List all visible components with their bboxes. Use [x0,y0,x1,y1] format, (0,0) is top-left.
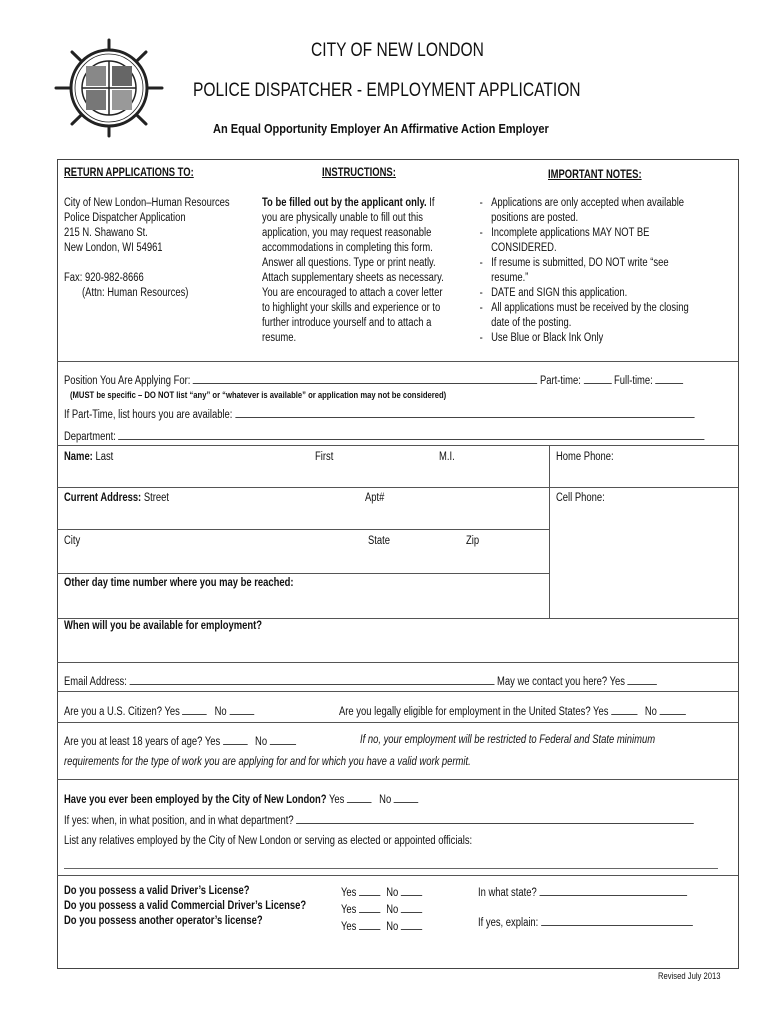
divider [57,445,738,446]
return-heading: RETURN APPLICATIONS TO: [64,167,194,179]
hours-row: If Part-Time, list hours you are available: [64,406,694,423]
divider [549,445,550,619]
full-time-input[interactable] [655,372,683,384]
email-row: Email Address: May we contact you here? Yes [64,673,657,690]
license-explain-input[interactable] [541,914,693,926]
license-state-row: In what state? [478,884,687,901]
hours-input[interactable] [235,406,694,418]
subtitle: An Equal Opportunity Employer An Affirmative Action Employer [213,121,549,136]
part-time-input[interactable] [583,372,611,384]
if-yes-input[interactable] [296,812,694,824]
fax-number: Fax: 920-982-8666 [64,272,144,284]
license-explain-row: If yes, explain: [478,914,693,931]
instructions-text: To be filled out by the applicant only. If you are physically unable to fill out this application, you may request reasonable accommodations in completing this form. Answer all questions. Type or print neatly. Attach supplementary sheets as necessary. You are encouraged to attach a cover letter to highlight your skills and experience or to further introduce yourself and to attach a resume. [262,197,444,344]
page-title: POLICE DISPATCHER - EMPLOYMENT APPLICATION [193,80,581,101]
position-note: (MUST be specific – DO NOT list “any” or “whatever is available” or application may not be considered) [70,390,447,400]
state-label: State [368,535,391,547]
citizen-no-input[interactable] [229,703,254,715]
note-item: - DATE and SIGN this application. [478,286,689,301]
other-license-yes-input[interactable] [359,918,380,930]
apt-label: Apt# [365,492,385,504]
license-state-input[interactable] [539,884,687,896]
department-row: Department: [64,428,705,445]
age-note-2: requirements for the type of work you are applying for and for which you have a valid work permit. [64,756,471,768]
citizen-row: Are you a U.S. Citizen? Yes No [64,703,254,720]
home-phone-label: Home Phone: [556,451,614,463]
address-label: Current Address: Street [64,492,169,504]
position-row: Position You Are Applying For: Part-time: Full-time: [64,372,683,389]
age-note-1: If no, your employment will be restricted to Federal and State minimum [360,734,656,746]
contact-yes-input[interactable] [628,673,658,685]
license-no-input[interactable] [401,884,422,896]
divider [57,722,738,723]
zip-label: Zip [466,535,480,547]
license-questions: Do you possess a valid Driver’s License? Do you possess a valid Commercial Driver’s License? Do you possess another operator’s license? [64,885,307,927]
if-yes-row: If yes: when, in what position, and in what department? [64,812,694,829]
instructions-heading: INSTRUCTIONS: [322,167,396,179]
relatives-input[interactable] [64,868,718,869]
city-seal-icon [44,38,174,138]
divider [57,529,549,530]
license-answers: Yes No Yes No Yes No [341,884,422,935]
first-name-label: First [315,451,334,463]
revision-date: Revised July 2013 [658,971,721,981]
note-item: - Use Blue or Black Ink Only [478,331,689,346]
divider [57,691,738,692]
department-input[interactable] [119,428,705,440]
cell-phone-label: Cell Phone: [556,492,605,504]
notes-heading: IMPORTANT NOTES: [548,169,642,181]
divider [57,573,549,574]
divider [57,662,738,663]
divider [57,875,738,876]
note-item: - All applications must be received by the closing date of the posting. [478,301,689,331]
city-label: City [64,535,81,547]
citizen-yes-input[interactable] [182,703,207,715]
city-name: CITY OF NEW LONDON [311,40,484,61]
legal-no-input[interactable] [660,703,686,715]
note-item: - Applications are only accepted when available positions are posted. [478,196,689,226]
availability-label: When will you be available for employment? [64,620,263,632]
divider [57,361,738,362]
other-number-label: Other day time number where you may be reached: [64,577,294,589]
legal-yes-input[interactable] [611,703,637,715]
age-row: Are you at least 18 years of age? Yes No [64,733,296,750]
age-no-input[interactable] [270,733,296,745]
cdl-yes-input[interactable] [359,901,380,913]
email-input[interactable] [130,673,495,685]
name-label: Name: Last [64,451,114,463]
mi-label: M.I. [439,451,455,463]
cdl-no-input[interactable] [401,901,422,913]
other-license-no-input[interactable] [401,918,422,930]
employed-row: Have you ever been employed by the City of New London? Yes No [64,791,418,808]
age-yes-input[interactable] [223,733,248,745]
return-address: City of New London–Human Resources Police Dispatcher Application 215 N. Shawano St. New London, WI 54961 Fax: 920-982-8666 (Attn: Human Resources) [64,197,230,299]
relatives-label: List any relatives employed by the City of New London or serving as elected or appointed officials: [64,835,473,847]
note-item: - If resume is submitted, DO NOT write “see resume.” [478,256,689,286]
divider [57,487,738,488]
employed-yes-input[interactable] [347,791,372,803]
position-input[interactable] [193,372,537,384]
legal-row: Are you legally eligible for employment in the United States? Yes No [339,703,686,720]
license-yes-input[interactable] [359,884,380,896]
note-item: - Incomplete applications MAY NOT BE CONSIDERED. [478,226,689,256]
employed-no-input[interactable] [394,791,419,803]
divider [57,779,738,780]
important-notes-list [478,196,689,346]
